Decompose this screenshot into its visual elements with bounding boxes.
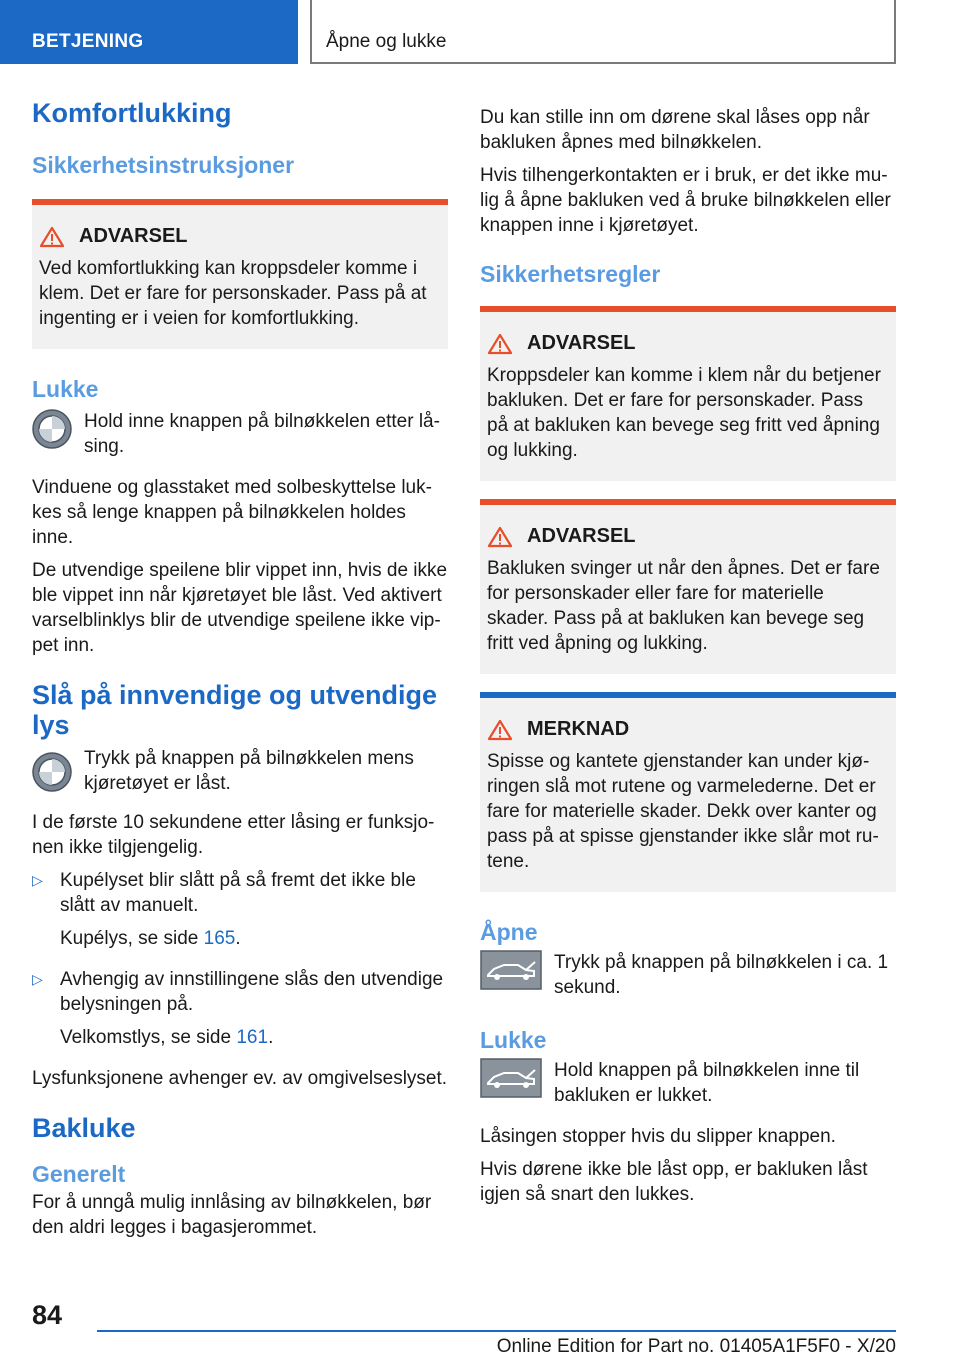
paragraph-ikke-last: Hvis dørene ikke ble låst opp, er bakluken låst igjen så snart den lukkes. <box>480 1159 868 1205</box>
paragraph-sekunder: I de første 10 sekundene etter låsing er funksjo-nen ikke tilgjengelig. <box>32 812 435 858</box>
lys-instruction: Trykk på knappen på bilnøkkelen mens kjøretøyet er låst. <box>84 748 414 794</box>
warning-title: ADVARSEL <box>527 332 636 354</box>
right-column <box>480 105 896 1215</box>
footer-edition: Online Edition for Part no. 01405A1F5F0 - X/20 <box>496 1336 896 1357</box>
tailgate-button-icon <box>480 950 542 990</box>
paragraph-vinduene: Vinduene og glasstaket med solbeskyttelse luk-kes så lenge knappen på bilnøkkelen holdes inne. <box>32 477 432 548</box>
page-link-165[interactable]: 165 <box>203 928 236 949</box>
heading-apne: Åpne <box>480 919 538 945</box>
heading-innvendige-utvendige-lys: Slå på innvendige og utvendige lys <box>32 680 438 740</box>
header-section-tab: BETJENING <box>0 0 298 64</box>
warning-box <box>32 199 448 349</box>
heading-lukke-bakluke: Lukke <box>480 1027 547 1053</box>
paragraph-dorene: Du kan stille inn om dørene skal låses opp når bakluken åpnes med bilnøkkelen. <box>480 107 870 153</box>
heading-sikkerhetsinstruksjoner: Sikkerhetsinstruksjoner <box>32 152 295 178</box>
page-link-161[interactable]: 161 <box>236 1027 269 1048</box>
heading-bakluke: Bakluke <box>32 1113 136 1143</box>
footer-divider <box>97 1330 896 1332</box>
note-text: Spisse og kantete gjenstander kan under kjø-ringen slå mot rutene og varmelederne. Det er fare for materielle skader. Dekk over kanter og pass på at spisse gjenstander ikke slår mot ru-tene. <box>487 751 879 872</box>
heading-komfortlukking: Komfortlukking <box>32 98 232 128</box>
bmw-key-button-icon <box>32 752 72 792</box>
bullet-text: Kupélyset blir slått på så fremt det ikke ble slått av manuelt. <box>60 870 416 916</box>
list-item: ▷ Avhengig av innstillingene slås den utvendige belysningen på. Velkomstlys, se side 161. <box>32 967 448 1058</box>
tailgate-button-icon <box>480 1058 542 1098</box>
bullet-ref-text: Velkomstlys, se side <box>60 1027 232 1048</box>
warning-triangle-icon <box>487 526 513 548</box>
apne-instruction: Trykk på knappen på bilnøkkelen i ca. 1 sekund. <box>554 952 889 998</box>
bmw-key-button-icon <box>32 409 72 449</box>
paragraph-speilene: De utvendige speilene blir vippet inn, hvis de ikke ble vippet inn når kjøretøyet ble låst. Ved aktivert varselblinklys blir de utvendige speilene ikke vip-pet inn. <box>32 560 448 656</box>
bullet-text: Avhengig av innstillingene slås den utvendige belysningen på. <box>60 969 444 1015</box>
lukke-bakluke-instruction: Hold knappen på bilnøkkelen inne til bakluken er lukket. <box>554 1060 860 1106</box>
warning-title: ADVARSEL <box>527 525 636 547</box>
warning-triangle-icon <box>487 333 513 355</box>
bullet-triangle-icon: ▷ <box>32 872 43 888</box>
list-item: ▷ Kupélyset blir slått på så fremt det ikke ble slått av manuelt. Kupélys, se side 165. <box>32 868 448 959</box>
warning-title: ADVARSEL <box>79 225 188 247</box>
paragraph-lysfunksjoner: Lysfunksjonene avhenger ev. av omgivelseslyset. <box>32 1068 448 1089</box>
note-title: MERKNAD <box>527 718 630 740</box>
warning-text: Ved komfortlukking kan kroppsdeler komme i klem. Det er fare for personskader. Pass på at ingenting er i veien for komfortlukking. <box>39 258 427 329</box>
bullet-triangle-icon: ▷ <box>32 971 43 987</box>
heading-sikkerhetsregler: Sikkerhetsregler <box>480 261 661 287</box>
paragraph-stopper: Låsingen stopper hvis du slipper knappen. <box>480 1126 836 1147</box>
heading-generelt: Generelt <box>32 1161 126 1187</box>
warning-box <box>480 499 896 674</box>
lukke-instruction: Hold inne knappen på bilnøkkelen etter lå-sing. <box>84 411 440 457</box>
header-chapter-title: Åpne og lukke <box>310 0 896 64</box>
bullet-ref-text: Kupélys, se side <box>60 928 199 949</box>
warning-triangle-icon <box>39 226 65 248</box>
left-column <box>32 98 448 1248</box>
paragraph-tilhenger: Hvis tilhengerkontakten er i bruk, er det ikke mu-lig å åpne bakluken ved å bruke bilnøkkelen eller knappen inne i kjøretøyet. <box>480 165 891 236</box>
warning-triangle-icon <box>487 719 513 741</box>
warning-box <box>480 306 896 481</box>
warning-text: Bakluken svinger ut når den åpnes. Det er fare for personskader eller fare for materielle skader. Pass på at bakluken kan bevege seg fritt ved åpning og lukking. <box>487 558 880 654</box>
warning-text: Kroppsdeler kan komme i klem når du betjener bakluken. Det er fare for personskader. Pass på at bakluken kan bevege seg fritt ved åpning og lukking. <box>487 365 881 461</box>
paragraph-generelt: For å unngå mulig innlåsing av bilnøkkelen, bør den aldri legges i bagasjerommet. <box>32 1192 432 1238</box>
page-number: 84 <box>32 1300 63 1330</box>
note-box <box>480 692 896 892</box>
heading-lukke: Lukke <box>32 376 99 402</box>
